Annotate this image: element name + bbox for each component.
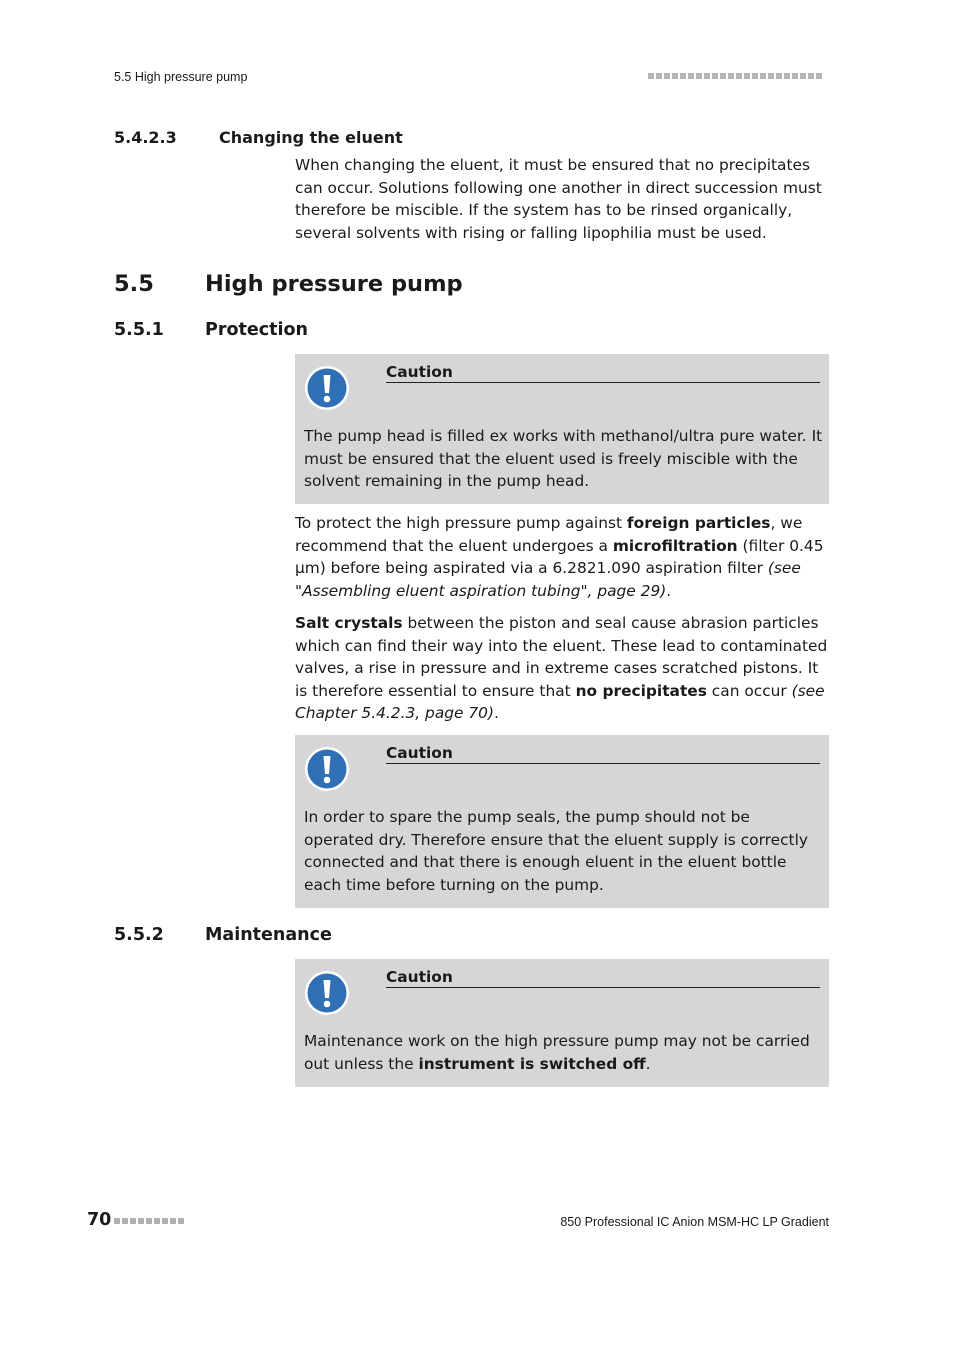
emphasis: instrument is switched off xyxy=(418,1054,646,1073)
section-number: 5.5.2 xyxy=(114,925,164,945)
chapter-heading-55 xyxy=(114,271,714,303)
protection-paragraph-2: Salt crystals between the piston and seal cause abrasion particles which can find their way into the eluent. These lead to contaminated valves, a rise in pressure and in extreme cases scratched pistons. It is therefore essential to ensure that no precipitates can occur (see Chapter 5.4.2.3, page 70). xyxy=(295,614,828,722)
emphasis: foreign particles xyxy=(626,514,771,532)
caution-box-2 xyxy=(295,735,829,908)
section-title: Protection xyxy=(205,320,308,340)
caution-box-3 xyxy=(295,959,829,1087)
emphasis: Salt crystals xyxy=(295,614,403,632)
cross-reference-link[interactable]: (see "Assembling eluent aspiration tubing", page 29) xyxy=(295,559,801,600)
running-header: 5.5 High pressure pump xyxy=(114,70,248,84)
exclamation-circle-icon xyxy=(304,970,350,1016)
emphasis: no precipitates xyxy=(575,681,707,700)
exclamation-circle-icon xyxy=(304,365,350,411)
caution-text: The pump head is filled ex works with methanol/ultra pure water. It must be ensured that the eluent used is freely miscible with the solvent remaining in the pump head. xyxy=(304,427,823,490)
cross-reference-link[interactable]: (see Chapter 5.4.2.3, page 70) xyxy=(295,681,825,722)
caution-text: In order to spare the pump seals, the pump should not be operated dry. Therefore ensure that the eluent supply is correctly connected and that there is enough eluent in the eluent bottle each time before turning on the pump. xyxy=(304,808,808,894)
section-body-5423: When changing the eluent, it must be ensured that no precipitates can occur. Solutions following one another in direct succession must therefore be miscible. If the system has to be rinsed organically, several solvents with rising or falling lipophilia must be used. xyxy=(295,156,822,242)
caution-box-1 xyxy=(295,354,829,504)
section-heading-5423 xyxy=(114,128,714,150)
page-number: 70 xyxy=(87,1210,112,1230)
protection-paragraph-1: To protect the high pressure pump against foreign particles, we recommend that the eluent undergoes a microfiltration (filter 0.45 µm) before being aspirated via a 6.2821.090 aspiration filter (see "Assembling eluent aspiration tubing", page 29). xyxy=(295,514,824,600)
chapter-title: High pressure pump xyxy=(205,271,463,297)
emphasis: microfiltration xyxy=(612,536,738,555)
header-decoration xyxy=(648,73,822,79)
chapter-number: 5.5 xyxy=(114,271,154,297)
exclamation-circle-icon xyxy=(304,746,350,792)
caution-label: Caution xyxy=(386,744,820,764)
caution-label: Caution xyxy=(386,968,820,988)
section-heading-551 xyxy=(114,320,714,344)
caution-text: Maintenance work on the high pressure pump may not be carried out unless the instrument is switched off. xyxy=(304,1032,810,1073)
document-title: 850 Professional IC Anion MSM-HC LP Gradient xyxy=(560,1215,829,1229)
caution-label: Caution xyxy=(386,363,820,383)
section-number: 5.4.2.3 xyxy=(114,128,177,147)
section-heading-552 xyxy=(114,925,714,949)
section-number: 5.5.1 xyxy=(114,320,164,340)
section-title: Maintenance xyxy=(205,925,332,945)
section-title: Changing the eluent xyxy=(219,128,403,147)
footer-decoration xyxy=(114,1218,184,1224)
